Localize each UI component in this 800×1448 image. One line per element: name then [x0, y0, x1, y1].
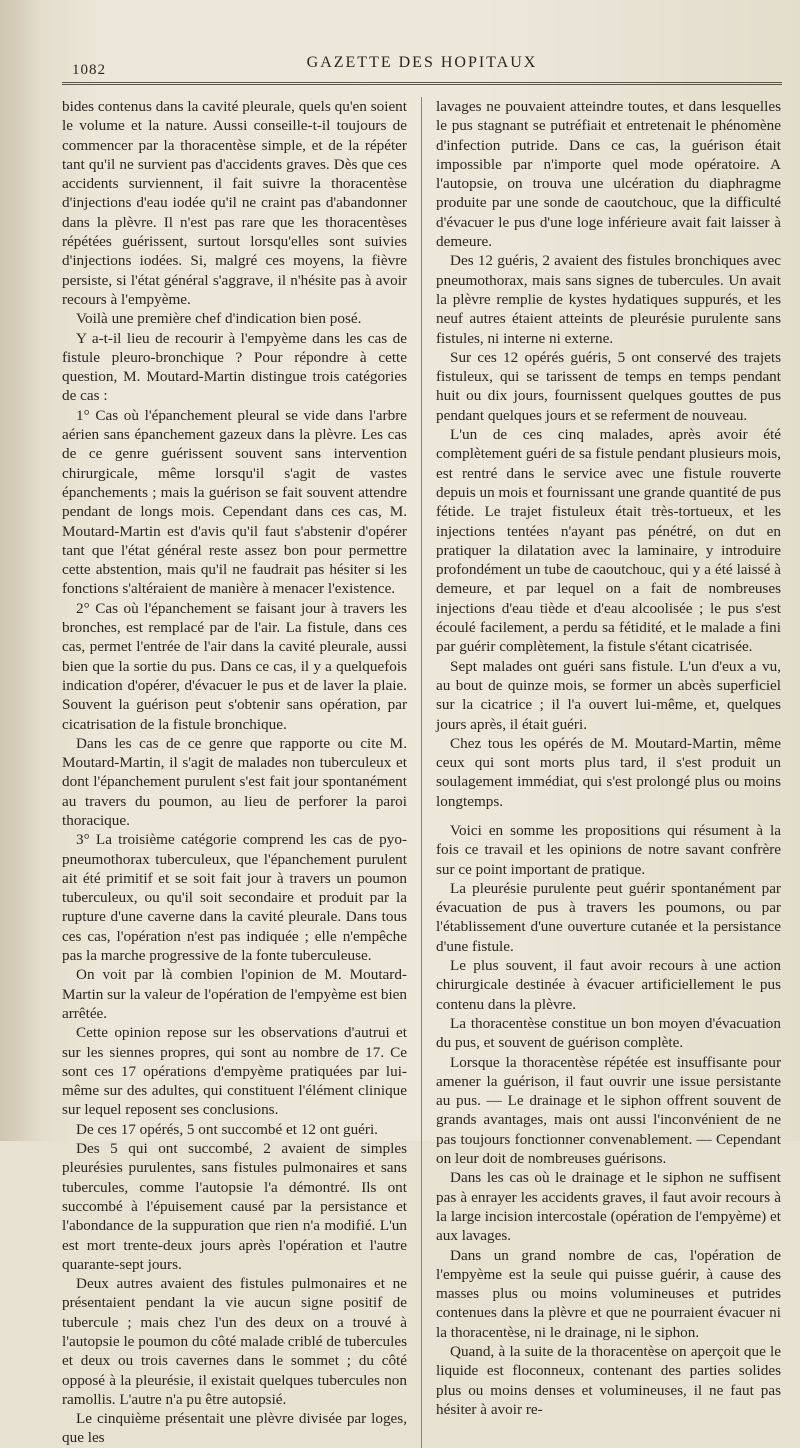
paragraph: On voit par là combien l'opinion de M. Moutard-Martin sur la valeur de l'opération de l'empyème est bien arrêtée.	[62, 966, 407, 1022]
paragraph: Chez tous les opérés de M. Moutard-Martin, même ceux qui sont morts plus tard, il s'est produit un soulagement immédiat, qui s'est prolongé plus ou moins longtemps.	[436, 734, 781, 810]
paragraph: La pleurésie purulente peut guérir spontanément par évacuation de pus à travers les poumons, ou par l'établissement d'une ouverture cutanée et la persistance d'une fistule.	[436, 879, 781, 955]
paragraph: Des 12 guéris, 2 avaient des fistules bronchiques avec pneumothorax, mais sans signes de tubercules. Un avait la plèvre remplie de kystes hydatiques suppurés, et les neuf autres étaient atteints de pleurésie purulente sans fistules, ni interne ni externe.	[436, 252, 781, 347]
paragraph: Cette opinion repose sur les observations d'autrui et sur les siennes propres, qui sont au nombre de 17. Ce sont ces 17 opérations d'empyème pratiquées par lui-même sur des adultes, qui constituent l'élément clinique sur lequel reposent ses conclusions.	[62, 1024, 407, 1119]
paragraph: Sept malades ont guéri sans fistule. L'un d'eux a vu, au bout de quinze mois, se former un abcès superficiel sur la cicatrice ; il l'a ouvert lui-même, et, quelques jours après, il était guéri.	[436, 657, 781, 733]
right-column	[436, 97, 781, 1448]
paragraph: lavages ne pouvaient atteindre toutes, et dans lesquelles le pus stagnant se putréfiait et entretenait le phénomène d'infection putride. Dans ce cas, la guérison était impossible par n'importe quel mode opératoire. A l'autopsie, on trouva une ulcération du diaphragme produite par une sonde de caoutchouc, que la difficulté d'évacuer le pus d'une loge inférieure avait fait laisser à demeure.	[436, 98, 781, 251]
paragraph: La thoracentèse constitue un bon moyen d'évacuation du pus, et souvent de guérison complète.	[436, 1014, 781, 1052]
paragraph: Des 5 qui ont succombé, 2 avaient de simples pleurésies purulentes, sans fistules pulmonaires et sans tubercules, comme l'autopsie l'a démontré. Ils ont succombé à l'épuisement causé par la persistance et l'abondance de la suppuration que rien n'a modifié. L'un est mort trente-deux jours après l'opération et l'autre quarante-sept jours.	[62, 1140, 407, 1273]
text-columns	[62, 97, 782, 1448]
page-header	[62, 52, 782, 85]
journal-title: GAZETTE DES HOPITAUX	[306, 54, 538, 71]
paragraph: Sur ces 12 opérés guéris, 5 ont conservé des trajets fistuleux, qui se tarissent de temps en temps pendant huit ou dix jours, fournissent quelques gouttes de pus pendant quelques jours et se referment de nouveau.	[436, 348, 781, 424]
paragraph: Lorsque la thoracentèse répétée est insuffisante pour amener la guérison, il faut ouvrir une issue persistante au pus. — Le drainage et le siphon offrent souvent de grands avantages, mais ont aussi l'inconvénient de ne pas toujours fonctionner convenablement. — Cependant on leur doit de nombreuses guérisons.	[436, 1053, 781, 1168]
paragraph: Voici en somme les propositions qui résument à la fois ce travail et les opinions de notre savant confrère sur ce point important de pratique.	[436, 821, 781, 878]
paragraph: 2° Cas où l'épanchement se faisant jour à travers les bronches, est remplacé par de l'air. La fistule, dans ces cas, permet l'entrée de l'air dans la cavité pleurale, aussi bien que la sortie du pus. Dans ce cas, il y a quelquefois indication d'opérer, d'évacuer le pus et de laver la plaie. Souvent la guérison peut s'obtenir sans opération, par cicatrisation de la fistule bronchique.	[62, 599, 407, 733]
paragraph: Le plus souvent, il faut avoir recours à une action chirurgicale destinée à évacuer artificiellement le pus contenu dans la plèvre.	[436, 957, 781, 1013]
page-number: 1082	[72, 62, 106, 78]
paragraph: 3° La troisième catégorie comprend les cas de pyo-pneumothorax tuberculeux, que l'épanchement purulent ait été primitif et se soit fait jour à travers un poumon tuberculeux, ou qu'il soit secondaire et produit par la rupture d'une caverne dans la cavité pleurale. Dans tous ces cas, l'opération n'est pas indiquée ; elle n'empêche pas la marche progressive de la fonte tuberculeuse.	[62, 831, 407, 965]
left-column	[62, 97, 407, 1448]
paragraph: De ces 17 opérés, 5 ont succombé et 12 ont guéri.	[76, 1120, 378, 1138]
paragraph: L'un de ces cinq malades, après avoir été complètement guéri de sa fistule pendant plusieurs mois, est rentré dans le service avec une fistule rouverte depuis un mois et fournissant une grande quantité de pus fétide. Le trajet fistuleux était très-tortueux, et les injections tentées n'ayant pas pénétré, on dut en pratiquer la dilatation avec la laminaire, y introduire profondément un tube de caoutchouc, qui y a été laissé à demeure, et par lequel on a fait de nombreuses injections d'eau tiède et d'eau alcoolisée ; le pus s'est écoulé facilement, a perdu sa fétidité, et le malade a fini par guérir complètement, la fistule s'étant cicatrisée.	[436, 426, 782, 656]
paragraph: Dans les cas de ce genre que rapporte ou cite M. Moutard-Martin, il s'agit de malades non tuberculeux et dont l'épanchement purulent s'est fait jour spontanément au travers du poumon, au lieu de perforer la paroi thoracique.	[62, 734, 407, 829]
column-divider	[421, 97, 422, 1448]
paragraph: Dans un grand nombre de cas, l'opération de l'empyème est la seule qui puisse guérir, à cause des masses plus ou moins volumineuses et putrides contenues dans la plèvre et que ne pourraient évacuer ni la thoracentèse, ni le drainage, ni le siphon.	[436, 1246, 781, 1341]
paragraph: 1° Cas où l'épanchement pleural se vide dans l'arbre aérien sans épanchement gazeux dans la plèvre. Les cas de ce genre guérissent souvent sans intervention chirurgicale, même lorsqu'il s'agit de vastes épanchements ; mais la guérison se fait souvent attendre pendant de longs mois. Cependant dans ces cas, M. Moutard-Martin est d'avis qu'il faut s'abstenir d'opérer tant que l'état général reste assez bon pour permettre cette abstention, mais qu'il ne faudrait pas hésiter si les fonctions s'altéraient de manière à menacer l'existence.	[62, 406, 407, 598]
paragraph: Dans les cas où le drainage et le siphon ne suffisent pas à enrayer les accidents graves, il faut avoir recours à la large incision intercostale (opération de l'empyème) et aux lavages.	[436, 1169, 781, 1245]
paragraph: Voilà une première chef d'indication bien posé.	[76, 310, 362, 328]
paragraph: bides contenus dans la cavité pleurale, quels qu'en soient le volume et la nature. Aussi conseille-t-il toujours de commencer par la thoracentèse simple, et de la répéter tant qu'il ne survient pas d'accidents graves. Dès que ces accidents surviennent, il fait suivre la thoracentèse d'injections d'eau iodée qu'il ne craint pas d'abandonner dans la plèvre. Il n'est pas rare que les thoracentèses répétées guérissent, surtout lorsqu'elles sont suivies d'injections iodées. Si, malgré ces moyens, la fièvre persiste, si l'état général s'aggrave, il n'hésite pas à avoir recours à l'empyème.	[62, 98, 407, 308]
paragraph: Y a-t-il lieu de recourir à l'empyème dans les cas de fistule pleuro-bronchique ? Pour répondre à cette question, M. Moutard-Martin distingue trois catégories de cas :	[62, 329, 407, 405]
paragraph: Le cinquième présentait une plèvre divisée par loges, que les	[62, 1410, 407, 1447]
paragraph: Deux autres avaient des fistules pulmonaires et ne présentaient pendant la vie aucun signe positif de tubercule ; mais chez l'un des deux on a trouvé à l'autopsie le poumon du côté malade criblé de tubercules et deux ou trois cavernes dans le sommet ; du côté opposé à la pleurésie, il existait quelques tubercules non ramollis. L'autre n'a pu être autopsié.	[62, 1275, 407, 1408]
paragraph: Quand, à la suite de la thoracentèse on aperçoit que le liquide est floconneux, contenant des parties solides plus ou moins denses et volumineuses, il ne faut pas hésiter à avoir re-	[436, 1343, 781, 1418]
